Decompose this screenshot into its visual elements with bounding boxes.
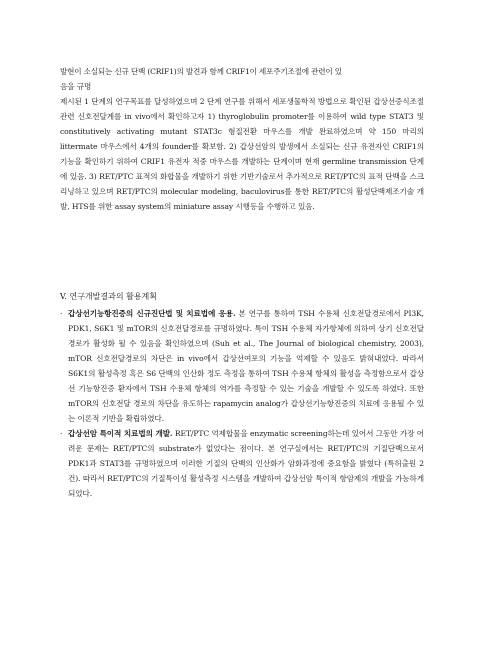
item-lead: 갑상선기능항진증의 신규진단법 및 치료법에 응용. [68, 309, 236, 318]
intro-paragraph: 제시된 1 단계의 연구목표를 달성하였으며 2 단계 연구를 위해서 세포생물학적 방법으로 확인된 갑상선증식조절 관련 신호전달계를 in vivo에서 확인하고자 1) thyroglobulin promoter를 이용하여 wild type STAT3 및 constitutively activating mutant STAT3c 형질전환 마우스를 개발 완료하였으며 약 150 마리의 littermate 마우스에서 4개의 founder를 확보함. 2) 갑상선암의 발생에서 소실되는 신규 유전자인 CRIF1의 기능을 확인하기 위하여 CRIF1 유전자 적중 마우스를 개발하는 단계이며 현재 germline transmission 단계에 있음. 3) RET/PTC 표적의 화합물을 개발하기 위한 기반기술로서 추가적으로 RET/PTC의 표적 단백을 스크리닝하고 있으며 RET/PTC의 molecular modeling, baculovirus를 통한 RET/PTC의 활성단백제조기술 개발, HTS를 위한 assay system의 miniature assay 시행등을 수행하고 있음. [60, 97, 424, 211]
list-item [60, 426, 424, 501]
intro-line-0: 발현이 소실되는 신규 단백 (CRIF1)의 발견과 함께 CRIF1이 세포주기조절에 관련이 있 [60, 67, 342, 76]
list-item [60, 306, 424, 426]
item-text: 본 연구를 통하여 TSH 수용체 신호전달경로에서 PI3K, PDK1, S6K1 및 mTOR의 신호전달경로를 규명하였다. 특이 TSH 수용체 자가항체에 의하여 상기 신호전달경로가 활성화 될 수 있음을 확인하였으며 (Suh et al., The Journal of biological chemistry, 2003), mTOR 신호전달경로의 차단은 in vivo에서 갑상선여포의 기능을 억제할 수 있음도 밝혀내었다. 따라서 S6K1의 활성측정 혹은 S6 단백의 인산화 정도 측정을 통하여 TSH 수용체 항체의 활성을 측정함으로서 갑상선 기능항진증 환자에서 TSH 수용체 항체의 역가를 측정할 수 있는 기술을 개발할 수 있도록 하였다. 또한 mTOR의 신호전달 경로의 차단을 유도하는 rapamycin analog가 갑상선기능항진증의 치료에 응용될 수 있는 이론적 기반을 확립하였다. [68, 309, 424, 423]
intro-block [60, 64, 424, 214]
utilization-list [60, 306, 424, 501]
item-lead: 갑상선암 특이적 치료법의 개발. [68, 429, 173, 438]
bullet-mark: · [60, 309, 63, 318]
section-title: V. 연구개발결과의 활용계획 [60, 292, 158, 301]
bullet-mark: · [60, 429, 63, 438]
intro-line-1: 음을 규명 [60, 82, 92, 91]
item-text: RET/PTC 억제합물을 enzymatic screening하는데 있어서 그동안 가장 어려운 문제는 RET/PTC의 substrate가 없었다는 점이다. 본 연구실에서는 RET/PTC의 기질단백으로서 PDK1과 STAT3를 규명하였으며 이러한 기질의 단백의 인산화가 암화과정에 중요함을 밝혔다 (특허출원 2건). 따라서 RET/PTC의 기질특이성 활성측정 시스템을 개발하여 갑상선암 특이적 항암제의 개발을 가능하게 되었다. [68, 429, 424, 498]
